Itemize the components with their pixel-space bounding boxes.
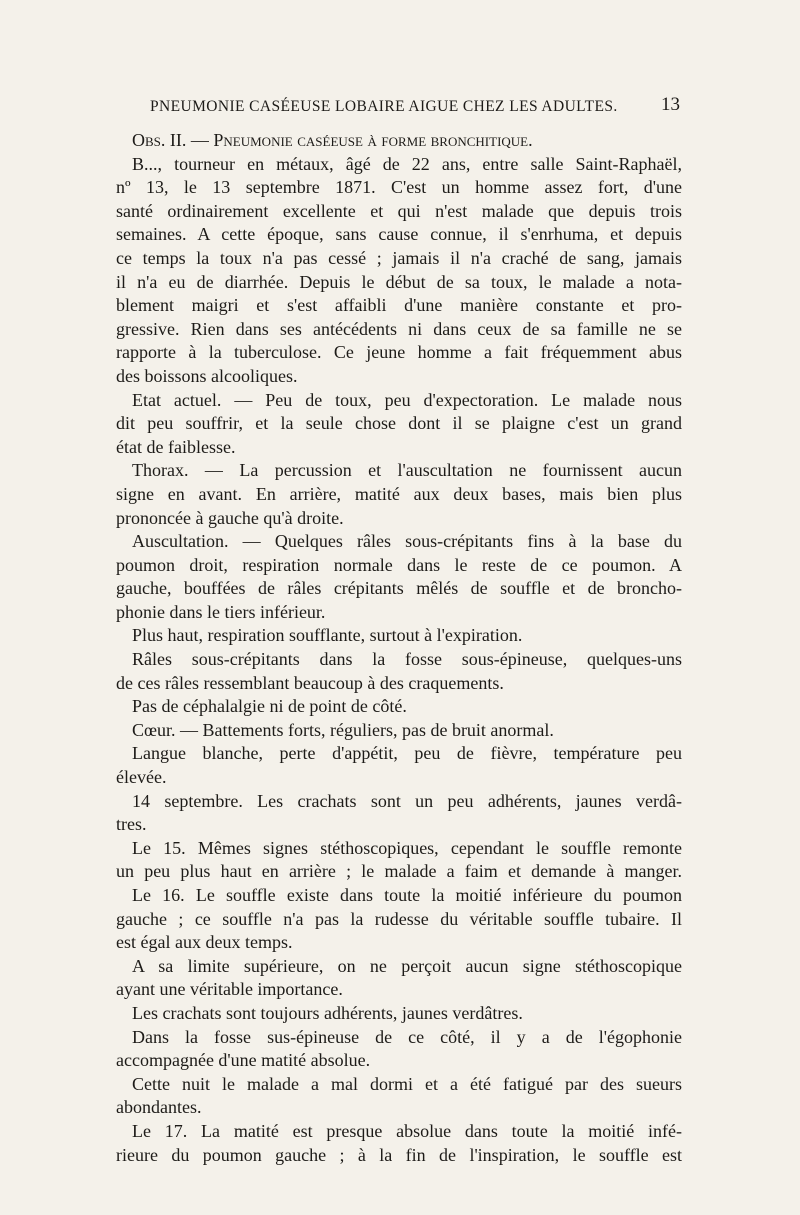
text-line: B..., tourneur en métaux, âgé de 22 ans, entre salle Saint-Raphaël,	[132, 153, 682, 174]
text-line: il n'a eu de diarrhée. Depuis le début de sa toux, le malade a nota-	[116, 271, 682, 292]
text-line: gressive. Rien dans ses antécédents ni dans ceux de sa famille ne se	[116, 318, 682, 339]
text-line: tres.	[116, 814, 147, 835]
text-line: Langue blanche, perte d'appétit, peu de fièvre, température peu	[132, 743, 682, 764]
observation-heading: Obs. II. — Pneumonie caséeuse à forme bronchitique.	[132, 130, 533, 150]
text-line: Plus haut, respiration soufflante, surtout à l'expiration.	[132, 625, 523, 646]
text-line: phonie dans le tiers inférieur.	[116, 601, 326, 622]
text-line: 14 septembre. Les crachats sont un peu adhérents, jaunes verdâ-	[132, 790, 682, 811]
running-title: PNEUMONIE CASÉEUSE LOBAIRE AIGUE CHEZ LES ADULTES.	[150, 98, 618, 115]
text-line: santé ordinairement excellente et qui n'est malade que depuis trois	[116, 200, 682, 221]
text-line: Auscultation. — Quelques râles sous-crépitants fins à la base du	[132, 531, 682, 552]
body-text	[116, 129, 682, 1167]
text-line: ce temps la toux n'a pas cessé ; jamais il n'a craché de sang, jamais	[116, 247, 682, 268]
text-line: gauche ; ce souffle n'a pas la rudesse du véritable souffle tubaire. Il	[116, 908, 682, 929]
text-line: rapporte à la tuberculose. Ce jeune homme a fait fréquemment abus	[116, 342, 682, 363]
text-line: semaines. A cette époque, sans cause connue, il s'enrhuma, et depuis	[116, 224, 682, 245]
text-line: Thorax. — La percussion et l'auscultation ne fournissent aucun	[132, 460, 682, 481]
text-line: état de faiblesse.	[116, 436, 236, 457]
text-line: Le 15. Mêmes signes stéthoscopiques, cependant le souffle remonte	[132, 837, 682, 858]
text-line: abondantes.	[116, 1097, 202, 1118]
text-line: Cette nuit le malade a mal dormi et a été fatigué par des sueurs	[132, 1073, 682, 1094]
text-line: Etat actuel. — Peu de toux, peu d'expectoration. Le malade nous	[132, 389, 682, 410]
text-line: gauche, bouffées de râles crépitants mêlés de souffle et de broncho-	[116, 578, 682, 599]
text-line: élevée.	[116, 767, 167, 788]
text-line: un peu plus haut en arrière ; le malade a faim et demande à manger.	[116, 861, 682, 882]
text-line: accompagnée d'une matité absolue.	[116, 1050, 371, 1071]
page-header	[150, 94, 680, 124]
text-line: Cœur. — Battements forts, réguliers, pas de bruit anormal.	[132, 719, 554, 740]
text-line: dit peu souffrir, et la seule chose dont il se plaigne c'est un grand	[116, 413, 682, 434]
text-line: signe en avant. En arrière, matité aux deux bases, mais bien plus	[116, 483, 682, 504]
text-line: de ces râles ressemblant beaucoup à des craquements.	[116, 672, 504, 693]
text-line: Le 17. La matité est presque absolue dans toute la moitié infé-	[132, 1120, 682, 1141]
text-line: poumon droit, respiration normale dans le reste de ce poumon. A	[116, 554, 682, 575]
text-line: Les crachats sont toujours adhérents, jaunes verdâtres.	[132, 1002, 523, 1023]
text-line: A sa limite supérieure, on ne perçoit aucun signe stéthoscopique	[132, 955, 682, 976]
text-line: rieure du poumon gauche ; à la fin de l'inspiration, le souffle est	[116, 1144, 682, 1165]
text-line: des boissons alcooliques.	[116, 365, 298, 386]
text-line: Pas de céphalalgie ni de point de côté.	[132, 696, 407, 717]
text-line: Râles sous-crépitants dans la fosse sous-épineuse, quelques-uns	[132, 649, 682, 670]
text-line: Dans la fosse sus-épineuse de ce côté, il y a de l'égophonie	[132, 1026, 682, 1047]
text-line: Le 16. Le souffle existe dans toute la moitié inférieure du poumon	[132, 885, 682, 905]
text-line: prononcée à gauche qu'à droite.	[116, 507, 344, 528]
text-line: ayant une véritable importance.	[116, 979, 343, 1000]
text-line: nº 13, le 13 septembre 1871. C'est un homme assez fort, d'une	[116, 177, 682, 198]
text-line: est égal aux deux temps.	[116, 932, 293, 953]
text-line: blement maigri et s'est affaibli d'une manière constante et pro-	[116, 295, 682, 316]
page-number: 13	[661, 94, 680, 115]
